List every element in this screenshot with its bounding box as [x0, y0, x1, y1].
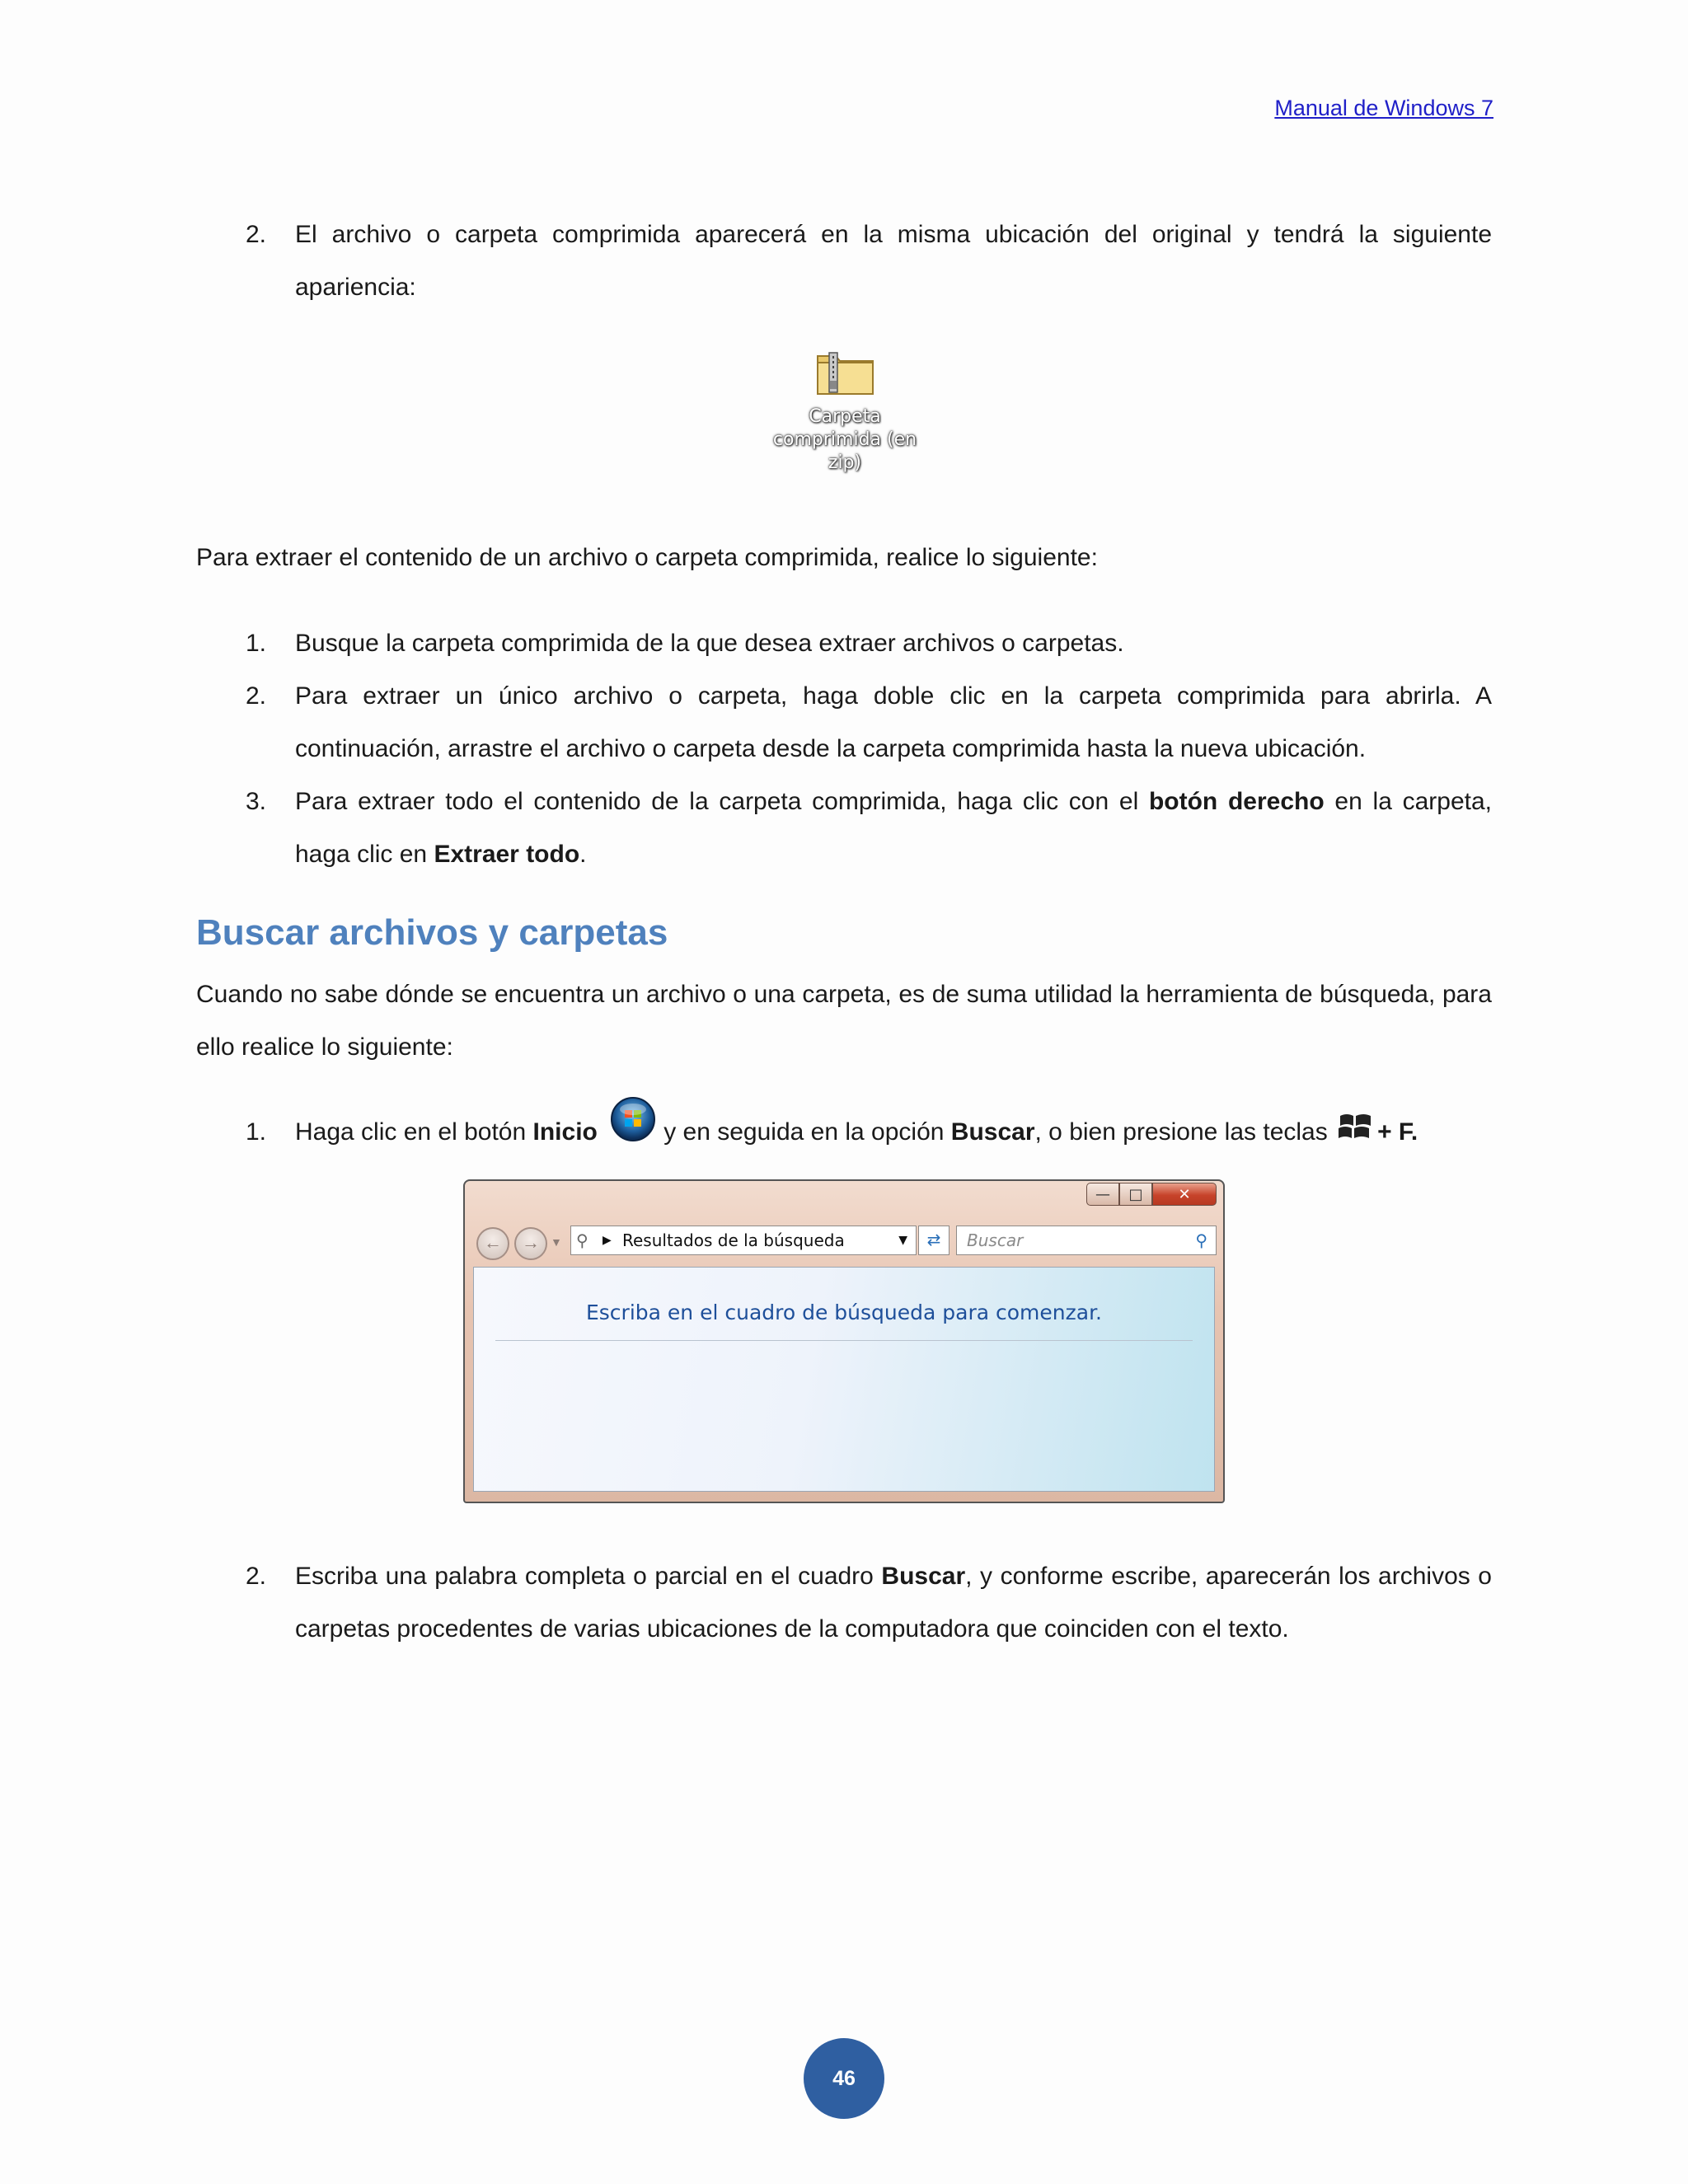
zip-folder-icon — [816, 349, 875, 396]
text-run: , y conforme escribe, aparecerán los archivos o — [965, 1563, 1492, 1590]
windows-start-orb-icon — [610, 1096, 656, 1142]
results-pane — [473, 1267, 1215, 1492]
list-item-text — [295, 828, 587, 881]
maximize-button[interactable] — [1119, 1183, 1152, 1206]
list-number: 2. — [246, 682, 267, 710]
list-item-text — [295, 776, 1492, 828]
back-arrow-icon: ← — [484, 1232, 502, 1253]
search-folder-icon: ⚲ — [576, 1230, 588, 1250]
list-item-text: Busque la carpeta comprimida de la que desea extraer archivos o carpetas. — [295, 630, 1124, 657]
breadcrumb-arrow-icon: ▶ — [603, 1234, 612, 1247]
windows-key-icon — [1337, 1111, 1373, 1142]
refresh-button[interactable] — [918, 1226, 950, 1255]
text-run: Haga clic en el botón — [295, 1118, 533, 1146]
header-manual-link[interactable]: Manual de Windows 7 — [1274, 96, 1493, 120]
bold-term: Buscar — [950, 1118, 1035, 1146]
search-input[interactable] — [956, 1226, 1217, 1255]
explorer-window — [463, 1179, 1225, 1503]
address-dropdown-icon[interactable]: ▼ — [898, 1234, 907, 1247]
section-heading: Buscar archivos y carpetas — [196, 912, 668, 953]
paragraph: Cuando no sabe dónde se encuentra un archivo o una carpeta, es de suma utilidad la herramienta de búsqueda, para — [196, 981, 1492, 1008]
zip-folder-label: Carpeta comprimida (en zip) — [772, 406, 917, 473]
back-button[interactable] — [476, 1227, 509, 1260]
list-number: 2. — [246, 221, 267, 248]
text-run: haga clic en — [295, 841, 434, 868]
close-icon: ✕ — [1178, 1185, 1191, 1203]
search-icon: ⚲ — [1195, 1230, 1207, 1250]
text-run: y en seguida en la opción — [656, 1118, 951, 1146]
recent-pages-dropdown-icon[interactable]: ▼ — [551, 1235, 562, 1249]
window-controls — [1086, 1183, 1217, 1207]
list-item-text — [295, 1106, 1418, 1159]
bold-term: + F. — [1377, 1118, 1418, 1146]
text-run: , o bien presione las teclas — [1034, 1118, 1335, 1146]
forward-button[interactable] — [514, 1227, 547, 1260]
list-number: 1. — [246, 630, 267, 657]
text-run: Para extraer todo el contenido de la carpeta comprimida, haga clic con el — [295, 788, 1149, 815]
list-item-text — [295, 1550, 1492, 1603]
list-item-text: apariencia: — [295, 274, 416, 301]
address-bar[interactable] — [570, 1226, 917, 1255]
bold-term: Inicio — [532, 1118, 598, 1146]
bold-term: Buscar — [881, 1563, 966, 1590]
list-item-text: Para extraer un único archivo o carpeta, haga doble clic en la carpeta comprimida para abrirla. A — [295, 682, 1492, 710]
bold-term: Extraer todo — [434, 841, 580, 868]
forward-arrow-icon: → — [522, 1232, 540, 1253]
zip-folder-item — [771, 338, 919, 486]
list-number: 1. — [246, 1118, 267, 1146]
page-number-badge — [804, 2038, 884, 2119]
address-text: Resultados de la búsqueda — [622, 1230, 845, 1250]
search-placeholder: Buscar — [967, 1230, 1024, 1250]
minimize-button[interactable] — [1086, 1183, 1119, 1206]
close-button[interactable] — [1152, 1183, 1217, 1206]
divider — [495, 1340, 1193, 1341]
page-number: 46 — [832, 2066, 856, 2090]
paragraph: ello realice lo siguiente: — [196, 1033, 453, 1061]
paragraph: Para extraer el contenido de un archivo o carpeta comprimida, realice lo siguiente: — [196, 544, 1098, 571]
list-item-text: continuación, arrastre el archivo o carpeta desde la carpeta comprimida hasta la nueva ubicación. — [295, 735, 1367, 762]
maximize-icon: □ — [1128, 1185, 1143, 1203]
list-number: 3. — [246, 788, 267, 815]
text-run: en la carpeta, — [1324, 788, 1492, 815]
minimize-icon: — — [1095, 1185, 1110, 1203]
results-empty-message: Escriba en el cuadro de búsqueda para comenzar. — [585, 1301, 1102, 1324]
list-item-text: El archivo o carpeta comprimida aparecerá en la misma ubicación del original y tendrá la siguiente — [295, 221, 1492, 248]
list-number: 2. — [246, 1563, 267, 1590]
list-item-text: carpetas procedentes de varias ubicaciones de la computadora que coinciden con el texto. — [295, 1615, 1289, 1643]
text-run: . — [579, 841, 587, 868]
text-run: Escriba una palabra completa o parcial en el cuadro — [295, 1563, 882, 1590]
bold-term: botón derecho — [1148, 788, 1325, 815]
refresh-icon: ⇄ — [926, 1231, 941, 1249]
